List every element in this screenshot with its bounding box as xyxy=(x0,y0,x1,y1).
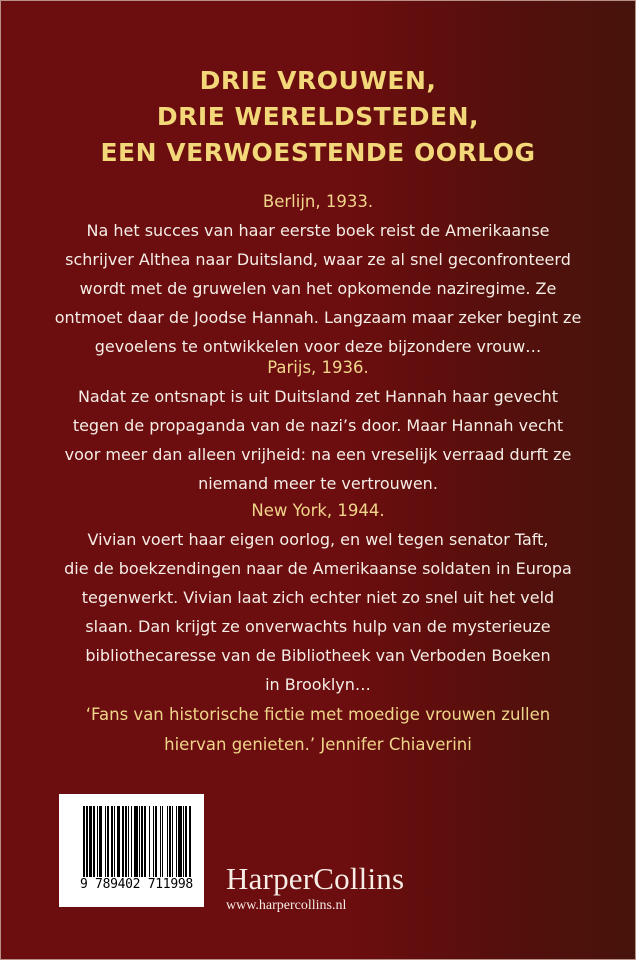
publisher-logo: HarperCollins xyxy=(226,861,405,896)
quote-line: ‘Fans van historische fictie met moedige vrouwen zullen xyxy=(85,705,551,724)
section-berlin xyxy=(1,187,635,361)
barcode-bars-icon xyxy=(83,806,191,888)
section-text-line: in Brooklyn… xyxy=(265,675,371,694)
tagline-line: EEN VERWOESTENDE OORLOG xyxy=(100,138,536,167)
section-place-heading: Parijs, 1936. xyxy=(267,358,369,377)
section-text-line: tegenwerkt. Vivian laat zich echter niet zo snel uit het veld xyxy=(81,588,555,607)
quote-line: hiervan genieten.’ Jennifer Chiaverini xyxy=(164,735,472,754)
section-text-line: slaan. Dan krijgt ze onverwachts hulp van de mysterieuze xyxy=(85,617,551,636)
section-text-line: die de boekzendingen naar de Amerikaanse soldaten in Europa xyxy=(64,559,572,578)
section-place-heading: New York, 1944. xyxy=(251,501,385,520)
section-text-line: schrijver Althea naar Duitsland, waar ze al snel geconfronteerd xyxy=(65,250,571,269)
tagline-line: DRIE VROUWEN, xyxy=(199,66,437,95)
publisher-block xyxy=(226,863,404,915)
section-text-line: tegen de propaganda van de nazi’s door. Maar Hannah vecht xyxy=(72,416,564,435)
isbn-barcode xyxy=(59,794,204,907)
endorsement-quote xyxy=(1,700,635,760)
tagline-heading xyxy=(1,63,635,171)
section-new-york xyxy=(1,496,635,699)
section-text-line: Vivian voert haar eigen oorlog, en wel tegen senator Taft, xyxy=(87,530,549,549)
section-text-line: bibliothecaresse van de Bibliotheek van Verboden Boeken xyxy=(85,646,551,665)
section-text-line: voor meer dan alleen vrijheid: na een vreselijk verraad durft ze xyxy=(64,445,572,464)
section-text-line: niemand meer te vertrouwen. xyxy=(198,474,438,493)
publisher-url: www.harpercollins.nl xyxy=(226,898,347,913)
isbn-number: 9 789402 711998 xyxy=(80,877,193,892)
section-text-line: ontmoet daar de Joodse Hannah. Langzaam maar zeker begint ze xyxy=(54,308,582,327)
section-text-line: Nadat ze ontsnapt is uit Duitsland zet Hannah haar gevecht xyxy=(77,387,559,406)
section-place-heading: Berlijn, 1933. xyxy=(262,192,374,211)
section-paris xyxy=(1,353,635,498)
section-text-line: wordt met de gruwelen van het opkomende naziregime. Ze xyxy=(79,279,557,298)
section-text-line: Na het succes van haar eerste boek reist de Amerikaanse xyxy=(86,221,550,240)
tagline-line: DRIE WERELDSTEDEN, xyxy=(156,102,480,131)
section-text-line: gevoelens te ontwikkelen voor deze bijzondere vrouw… xyxy=(94,337,542,356)
